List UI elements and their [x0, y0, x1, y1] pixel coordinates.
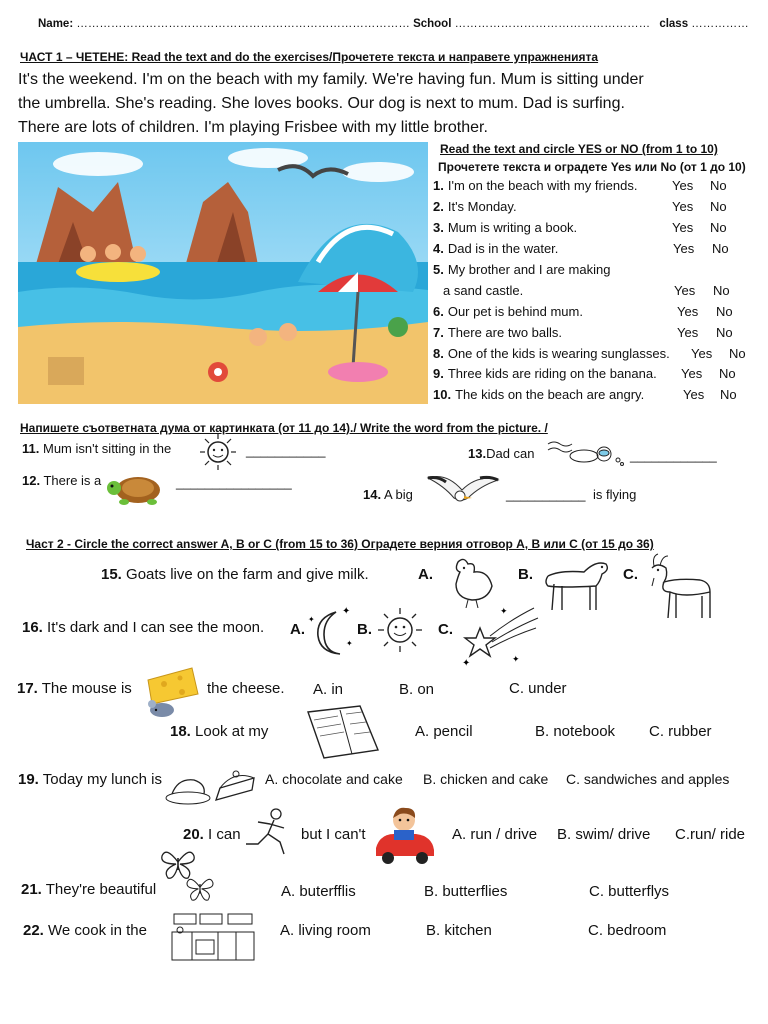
yes-option[interactable]: Yes	[673, 241, 695, 256]
sun-icon	[196, 432, 240, 472]
q16-option-b[interactable]: B.	[357, 621, 372, 638]
svg-text:✦: ✦	[346, 639, 353, 648]
yesno-item	[433, 178, 637, 193]
q17-number: 17.	[17, 680, 38, 697]
q19-option-a-label: A. chocolate and cake	[265, 771, 403, 787]
q19-option-c-label: C. sandwiches and apples	[566, 771, 730, 787]
yes-option[interactable]: Yes	[681, 366, 703, 381]
q19-option-b[interactable]	[423, 771, 548, 787]
yesno-item-number: 1.	[433, 178, 444, 193]
sun-face-icon	[374, 604, 426, 656]
q13-text: Dad can	[486, 446, 535, 461]
no-option[interactable]: No	[713, 283, 730, 298]
q18-option-b-label: B. notebook	[535, 723, 616, 740]
beach-scene-illustration	[18, 142, 428, 404]
q17	[17, 680, 132, 697]
yesno-item-text: Three kids are riding on the banana.	[447, 366, 657, 381]
q14-text-end: is flying	[593, 487, 637, 502]
yesno-item-text: My brother and I are making	[447, 262, 611, 277]
q13-number: 13.	[468, 446, 487, 461]
yesno-item-text: Our pet is behind mum.	[447, 304, 583, 319]
q18-option-a-label: A. pencil	[415, 723, 473, 740]
yesno-item-number: 6.	[433, 304, 444, 319]
part2-title: Част 2 - Circle the correct answer A, B or C (from 15 to 36) Оградете верния отговор А, В или С (от 15 до 36)	[26, 537, 654, 551]
yesno-item	[433, 346, 670, 361]
no-option[interactable]: No	[720, 387, 737, 402]
yesno-item	[433, 304, 583, 319]
q19-option-a[interactable]	[265, 771, 403, 787]
svg-text:✦: ✦	[308, 615, 315, 624]
horse-icon	[540, 556, 614, 612]
q21-option-c[interactable]	[589, 883, 669, 900]
yesno-title-en: Read the text and circle YES or NO (from 1 to 10)	[440, 142, 718, 156]
q12-answer-blank[interactable]: ________________	[176, 475, 292, 490]
q16-option-a[interactable]: A.	[290, 621, 305, 638]
no-option[interactable]: No	[729, 346, 746, 361]
yesno-item-text: It's Monday.	[447, 199, 517, 214]
q18-number: 18.	[170, 723, 191, 740]
q19-text: Today my lunch is	[42, 771, 162, 788]
q21	[21, 881, 156, 898]
svg-text:✦: ✦	[342, 606, 351, 617]
q14-number: 14.	[363, 487, 382, 502]
word-title: Напишете съответната дума от картинката (от 11 до 14)./ Write the word from the picture. /	[20, 421, 548, 435]
yesno-item-number: 8.	[433, 346, 444, 361]
yesno-item-number: 10.	[433, 387, 452, 402]
q15	[101, 566, 369, 583]
q17-option-b[interactable]	[399, 681, 434, 698]
q18-option-c[interactable]	[649, 723, 712, 740]
boy-car-icon	[372, 804, 438, 866]
q14-text: A big	[383, 487, 413, 502]
q20	[183, 826, 241, 843]
no-option[interactable]: No	[716, 304, 733, 319]
goat-icon	[644, 552, 720, 622]
q13-answer-blank[interactable]: ____________	[630, 448, 717, 463]
q17-text: The mouse is	[41, 680, 132, 697]
q22-option-c[interactable]	[588, 922, 666, 939]
svg-text:✦: ✦	[512, 655, 520, 665]
q17-text-2: the cheese.	[207, 680, 285, 697]
yesno-item-number: 5.	[433, 262, 444, 277]
q18-option-a[interactable]	[415, 723, 473, 740]
yes-option[interactable]: Yes	[677, 304, 699, 319]
yesno-item-text: The kids on the beach are angry.	[455, 387, 645, 402]
yesno-item-number: 3.	[433, 220, 444, 235]
q16-text: It's dark and I can see the moon.	[47, 619, 265, 636]
yesno-item-text: a sand castle.	[443, 283, 524, 298]
q19-number: 19.	[18, 771, 39, 788]
q17-option-c-label: C. under	[509, 680, 567, 697]
svg-text:✦: ✦	[462, 658, 471, 669]
yesno-title-bg: Прочетете текста и оградете Yes или No (от 1 до 10)	[438, 160, 746, 174]
yesno-item-number: 4.	[433, 241, 444, 256]
story-line-2: the umbrella. She's reading. She loves books. Our dog is next to mum. Dad is surfing.	[18, 95, 625, 112]
yesno-item-number: 7.	[433, 325, 444, 340]
name-label: Name:	[38, 18, 74, 30]
yesno-item	[433, 199, 517, 214]
q11	[22, 441, 171, 456]
yes-option[interactable]: Yes	[672, 178, 694, 193]
no-option[interactable]: No	[710, 199, 727, 214]
q21-option-a[interactable]	[281, 883, 356, 900]
q17-option-c[interactable]	[509, 680, 567, 697]
no-option[interactable]: No	[716, 325, 733, 340]
shooting-star-icon	[460, 600, 542, 670]
no-option[interactable]: No	[712, 241, 729, 256]
story-line-3: There are lots of children. I'm playing Frisbee with my little brother.	[18, 119, 488, 136]
svg-text:✦: ✦	[500, 607, 508, 617]
q16-option-c[interactable]: C.	[438, 621, 453, 638]
q20-text: I can	[208, 826, 241, 843]
moon-icon	[302, 600, 358, 664]
q14	[363, 487, 413, 502]
no-option[interactable]: No	[710, 178, 727, 193]
yesno-item-text: There are two balls.	[447, 325, 563, 340]
q22-text: We cook in the	[48, 922, 147, 939]
yes-option[interactable]: Yes	[672, 199, 694, 214]
q13	[468, 446, 535, 461]
q15-option-a[interactable]: A.	[418, 566, 433, 583]
q15-option-c[interactable]: C.	[623, 566, 638, 583]
yesno-item	[433, 262, 610, 277]
yesno-item-text: I'm on the beach with my friends.	[447, 178, 638, 193]
kitchen-icon	[170, 910, 256, 964]
yes-option[interactable]: Yes	[674, 283, 696, 298]
seagull-icon	[424, 468, 500, 514]
q22-option-c-label: C. bedroom	[588, 922, 667, 939]
mouse-cheese-icon	[142, 664, 202, 720]
yesno-item-number: 2.	[433, 199, 444, 214]
yesno-item-number: 9.	[433, 366, 444, 381]
q17-option-a-label: A. in	[313, 681, 344, 698]
story-line-1: It's the weekend. I'm on the beach with my family. We're having fun. Mum is sitting under	[18, 71, 644, 88]
q15-number: 15.	[101, 566, 122, 583]
q19-option-b-label: B. chicken and cake	[423, 771, 549, 787]
chicken-cake-icon	[164, 764, 260, 808]
q11-answer-blank[interactable]: ___________	[246, 443, 326, 458]
q18-option-b[interactable]	[535, 723, 615, 740]
butterfly-small-icon	[184, 874, 216, 902]
q19	[18, 771, 162, 788]
q16-number: 16.	[22, 619, 43, 636]
yesno-item	[433, 366, 657, 381]
q21-option-b[interactable]	[424, 883, 507, 900]
yesno-item	[433, 387, 644, 402]
yesno-item	[443, 283, 523, 298]
q22-option-a-label: A. living room	[280, 922, 371, 939]
q12-text: There is a	[43, 473, 102, 488]
swimmer-icon	[546, 436, 626, 472]
q20-text-2: but I can't	[301, 826, 366, 843]
q14-answer-blank[interactable]: ___________	[506, 487, 586, 502]
yes-option[interactable]: Yes	[677, 325, 699, 340]
notebook-icon	[300, 702, 384, 764]
q17-option-a[interactable]	[313, 681, 343, 698]
yes-option[interactable]: Yes	[683, 387, 705, 402]
school-label: School	[413, 18, 452, 30]
q11-number: 11.	[22, 441, 40, 456]
q18	[170, 723, 268, 740]
part1-title: ЧАСТ 1 – ЧЕТЕНЕ: Read the text and do the exercises/Прочетете текста и направете упражненията	[20, 50, 599, 64]
school-blank[interactable]: ……………………………………………	[454, 18, 651, 30]
q22-number: 22.	[23, 922, 44, 939]
yesno-item-text: Mum is writing a book.	[447, 220, 578, 235]
running-man-icon	[240, 806, 298, 856]
class-blank[interactable]: ……………	[691, 18, 749, 30]
no-option[interactable]: No	[719, 366, 736, 381]
q21-option-a-label: A. buterfflis	[281, 883, 356, 900]
q21-option-b-label: B. butterflies	[424, 883, 508, 900]
q15-option-b[interactable]: B.	[518, 566, 533, 583]
q21-number: 21.	[21, 881, 42, 898]
yesno-item-text: Dad is in the water.	[447, 241, 559, 256]
q17-option-b-label: B. on	[399, 681, 435, 698]
q20-option-b-label: B. swim/ drive	[557, 826, 651, 843]
q22-option-a[interactable]	[280, 922, 371, 939]
q20-option-a[interactable]	[452, 826, 537, 843]
q18-option-c-label: C. rubber	[649, 723, 712, 740]
q22-option-b-label: B. kitchen	[426, 922, 492, 939]
yesno-item	[433, 325, 562, 340]
q11-text: Mum isn't sitting in the	[42, 441, 172, 456]
q16	[22, 619, 264, 636]
q22	[23, 922, 147, 939]
q15-text: Goats live on the farm and give milk.	[126, 566, 369, 583]
yes-option[interactable]: Yes	[691, 346, 713, 361]
q19-option-c[interactable]	[566, 771, 729, 787]
q12-number: 12.	[22, 473, 41, 488]
name-blank[interactable]: ……………………………………………………………………………	[76, 18, 410, 30]
yesno-item	[433, 220, 577, 235]
yes-option[interactable]: Yes	[672, 220, 694, 235]
q21-option-c-label: C. butterflys	[589, 883, 670, 900]
q18-text: Look at my	[195, 723, 269, 740]
yesno-item-text: One of the kids is wearing sunglasses.	[447, 346, 670, 361]
q20-option-b[interactable]	[557, 826, 650, 843]
q21-text: They're beautiful	[45, 881, 157, 898]
q12	[22, 473, 101, 488]
q22-option-b[interactable]	[426, 922, 492, 939]
turtle-icon	[104, 470, 168, 506]
q20-option-c-label: C.run/ ride	[675, 826, 746, 843]
yesno-item	[433, 241, 558, 256]
name-line	[38, 18, 749, 30]
q20-option-c[interactable]	[675, 826, 745, 843]
q20-number: 20.	[183, 826, 204, 843]
no-option[interactable]: No	[710, 220, 727, 235]
class-label: class	[659, 18, 689, 30]
q20-option-a-label: A. run / drive	[452, 826, 538, 843]
